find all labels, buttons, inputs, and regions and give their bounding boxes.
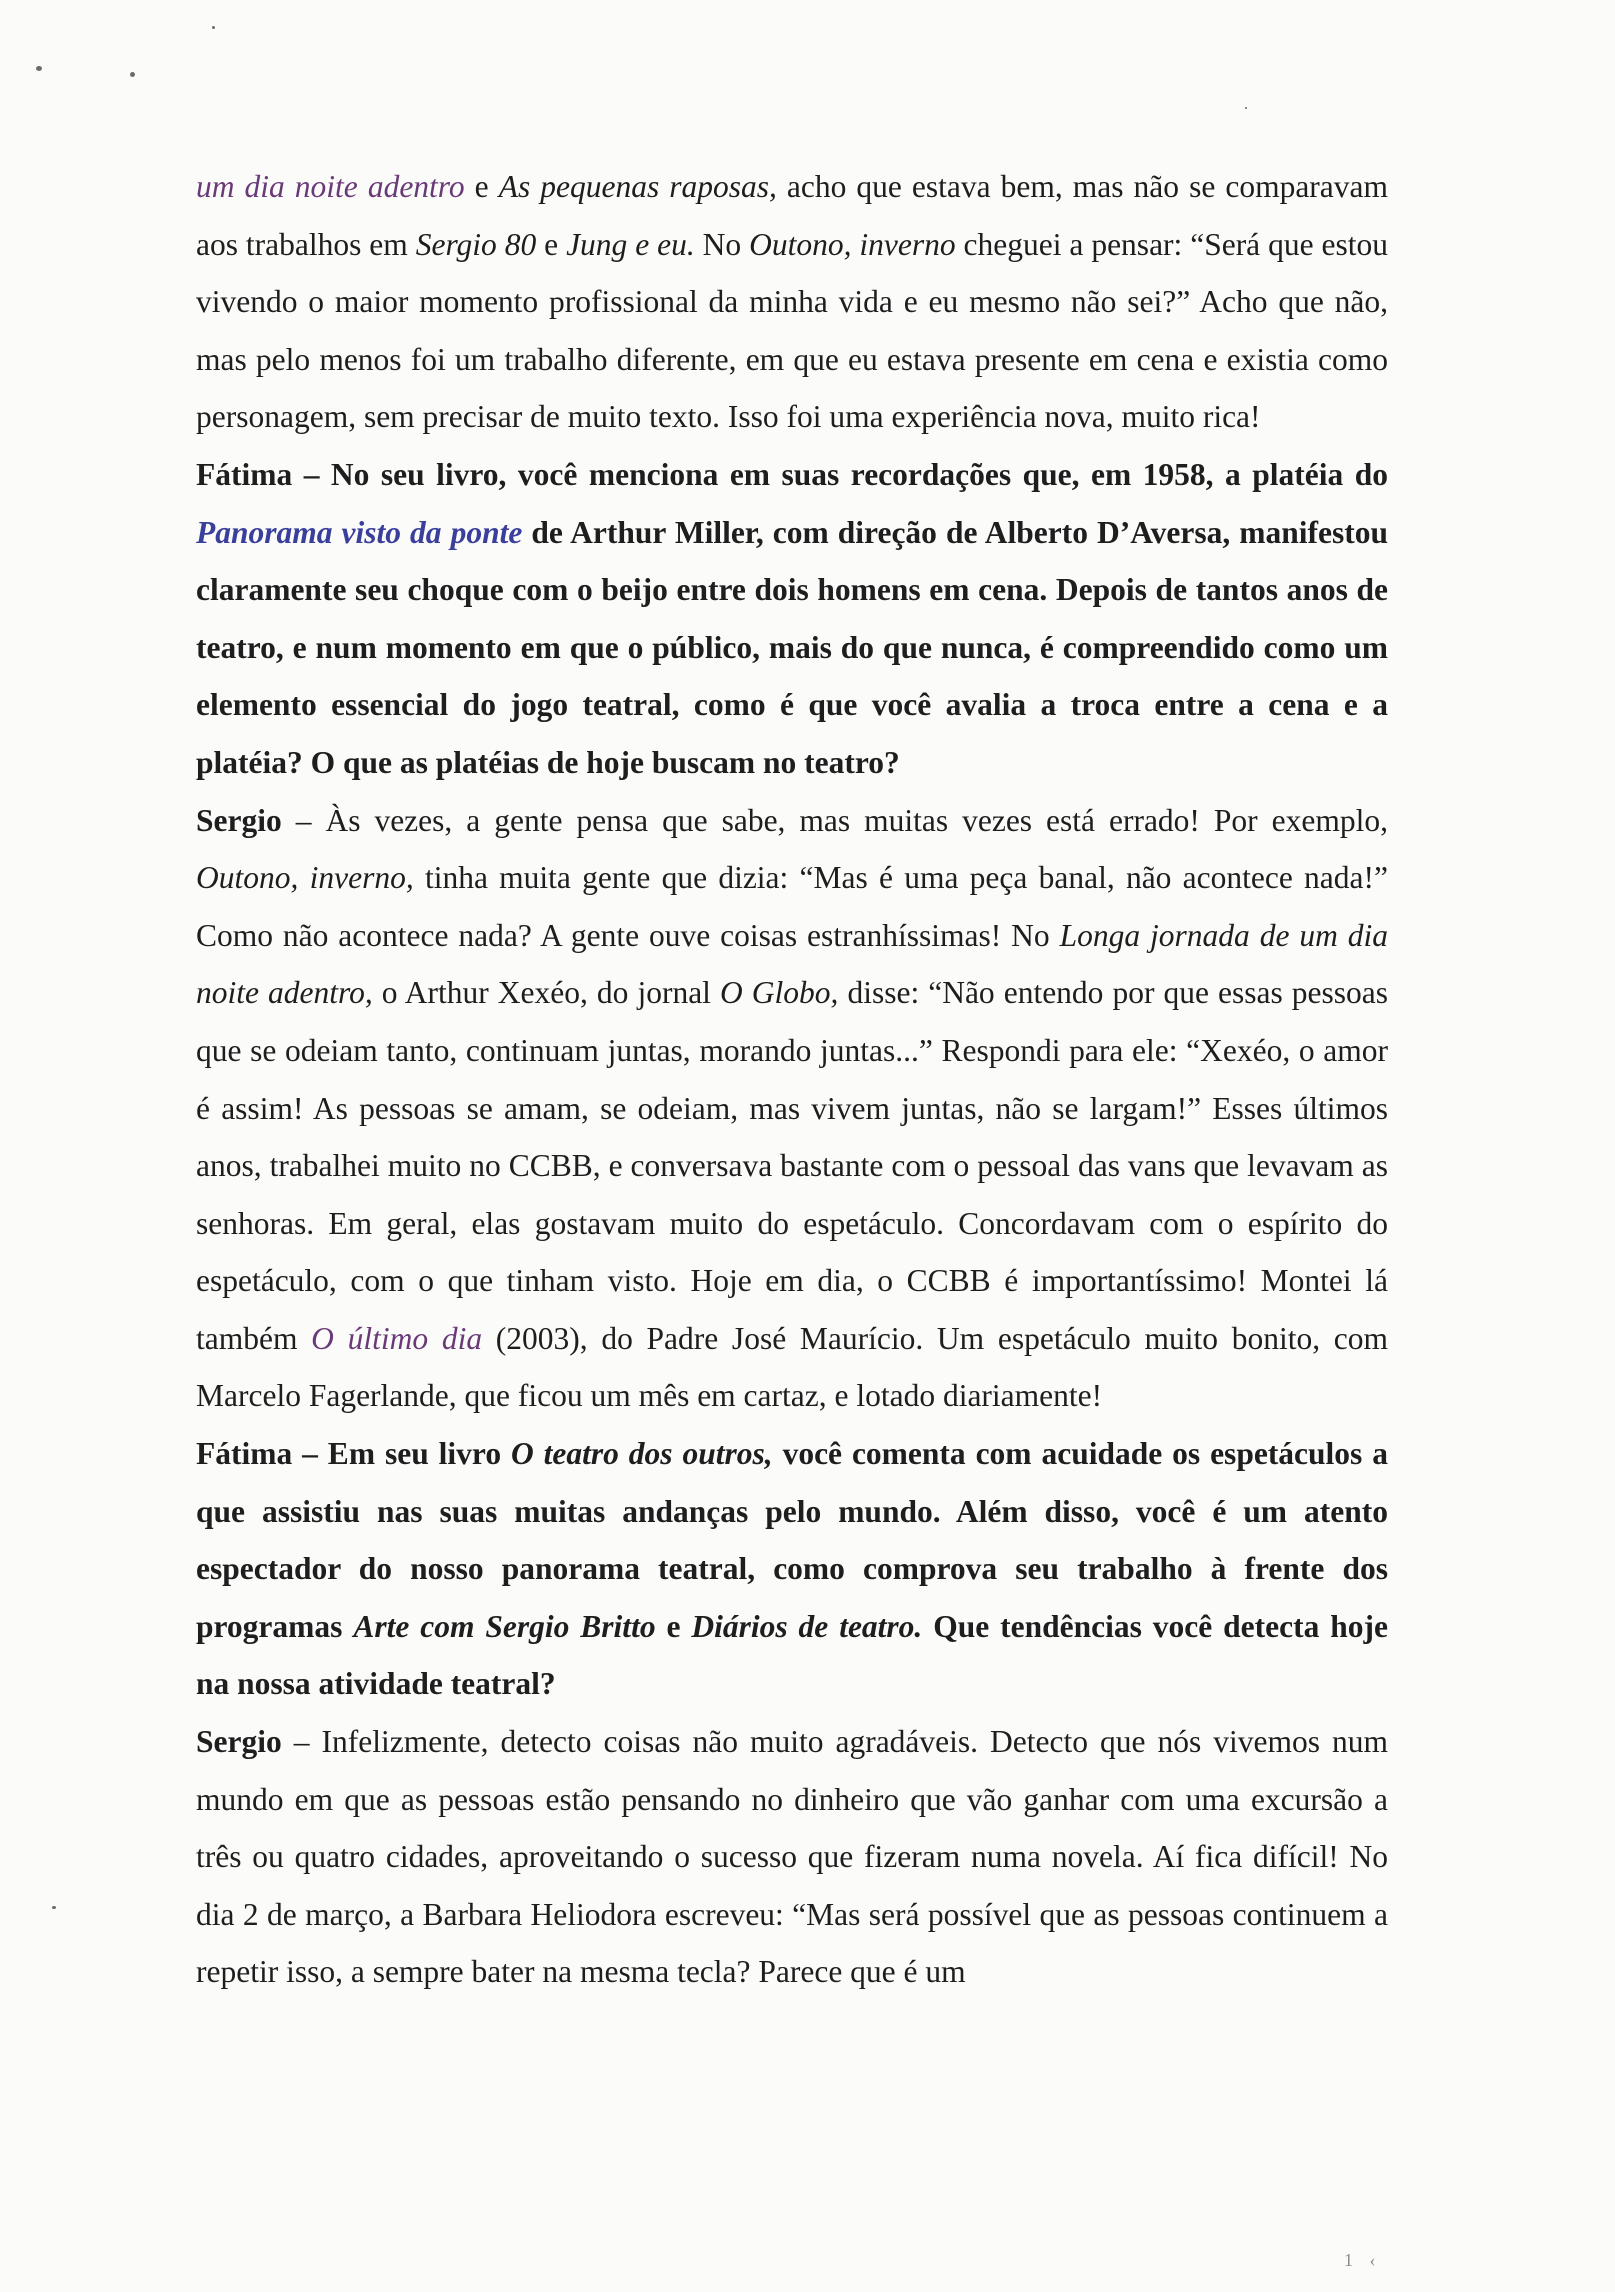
- title-reference: As pequenas raposas,: [498, 169, 777, 204]
- text-run: e: [464, 169, 499, 204]
- text-run: cheguei a pensar: “Será que estou vivendo o maior momento profissional da minha vida e eu mesmo não sei?” Acho que não, mas pelo menos foi um trabalho diferente, em que eu estava presente em cena e existia como personagem, sem precisar de muito texto. Isso foi uma experiência nova, muito rica!: [196, 226, 1388, 435]
- text-run: – Às vezes, a gente pensa que sabe, mas muitas vezes está errado! Por exemplo,: [281, 802, 1388, 838]
- title-reference: Outono, inverno,: [196, 860, 414, 896]
- answer-paragraph: [196, 792, 1388, 1426]
- text-run: Fátima – Em seu livro: [196, 1436, 511, 1472]
- text-run: e: [655, 1608, 692, 1644]
- text-run: (2003), do Padre José Maurício. Um espetáculo muito bonito, com Marcelo Fagerlande, que ficou um mês em cartaz, e lotado diariamente!: [196, 1320, 1389, 1414]
- text-run: e: [536, 226, 567, 262]
- answer-paragraph: [196, 158, 1388, 446]
- page-number: 1 ‹: [1344, 2250, 1382, 2270]
- title-reference: um dia noite adentro: [196, 169, 465, 204]
- speaker-name: Sergio: [196, 802, 282, 838]
- text-run: disse: “Não entendo por que essas pessoas que se odeiam tanto, continuam juntas, morando juntas...” Respondi para ele: “Xexéo, o amor é assim! As pessoas se amam, se odeiam, mas vivem juntas, não se largam!” Esses últimos anos, trabalhei muito no CCBB, e conversava bastante com o pessoal das vans que levavam as senhoras. Em geral, elas gostavam muito do espetáculo. Concordavam com o espírito do espetáculo, com o que tinham visto. Hoje em dia, o CCBB é importantíssimo! Montei lá também: [196, 975, 1389, 1356]
- answer-paragraph: [196, 1713, 1388, 2001]
- text-run: No: [694, 226, 750, 262]
- title-reference: O Globo,: [719, 975, 839, 1011]
- text-run: Fátima – No seu livro, você menciona em suas recordações que, em 1958, a platéia do: [196, 456, 1388, 492]
- title-reference: Arte com Sergio Britto: [353, 1608, 656, 1644]
- body-text: [196, 158, 1388, 2001]
- title-reference: O último dia: [311, 1320, 483, 1356]
- text-run: – Infelizmente, detecto coisas não muito agradáveis. Detecto que nós vivemos num mundo em que as pessoas estão pensando no dinheiro que vão ganhar com uma excursão a três ou quatro cidades, aproveitando o sucesso que fizeram numa novela. Aí fica difícil! No dia 2 de março, a Barbara Heliodora escreveu: “Mas será possível que as pessoas continuem a repetir isso, a sempre bater na mesma tecla? Parece que é um: [196, 1724, 1388, 1990]
- title-reference: Jung e eu.: [566, 226, 695, 262]
- interviewer-question: [196, 1425, 1388, 1713]
- title-reference: O teatro dos outros,: [510, 1436, 773, 1472]
- text-run: tinha muita gente que dizia: “Mas é uma peça banal, não acontece nada!” Como não acontece nada? A gente ouve coisas estranhíssimas! No: [196, 860, 1388, 953]
- text-run: de Arthur Miller, com direção de Alberto D’Aversa, manifestou claramente seu choque com o beijo entre dois homens em cena. Depois de tantos anos de teatro, e num momento em que o público, mais do que nunca, é compreendido como um elemento essencial do jogo teatral, como é que você avalia a troca entre a cena e a platéia? O que as platéias de hoje buscam no teatro?: [196, 514, 1388, 780]
- title-reference: Longa jornada de um dia noite adentro,: [196, 917, 1388, 1011]
- text-run: Que tendências você detecta hoje na nossa atividade teatral?: [196, 1608, 1388, 1702]
- text-run: acho que estava bem, mas não se comparavam aos trabalhos em: [196, 169, 1389, 262]
- text-run: você comenta com acuidade os espetáculos a que assistiu nas suas muitas andanças pelo mundo. Além disso, você é um atento espectador do nosso panorama teatral, como comprova seu trabalho à frente dos programas: [196, 1436, 1388, 1644]
- title-reference: Diários de teatro.: [691, 1608, 923, 1644]
- title-reference: Panorama visto da ponte: [196, 514, 523, 550]
- title-reference: Outono, inverno: [749, 226, 956, 262]
- speaker-name: Sergio: [196, 1724, 282, 1760]
- interviewer-question: [196, 446, 1388, 792]
- text-run: o Arthur Xexéo, do jornal: [372, 975, 720, 1011]
- title-reference: Sergio 80: [415, 226, 537, 262]
